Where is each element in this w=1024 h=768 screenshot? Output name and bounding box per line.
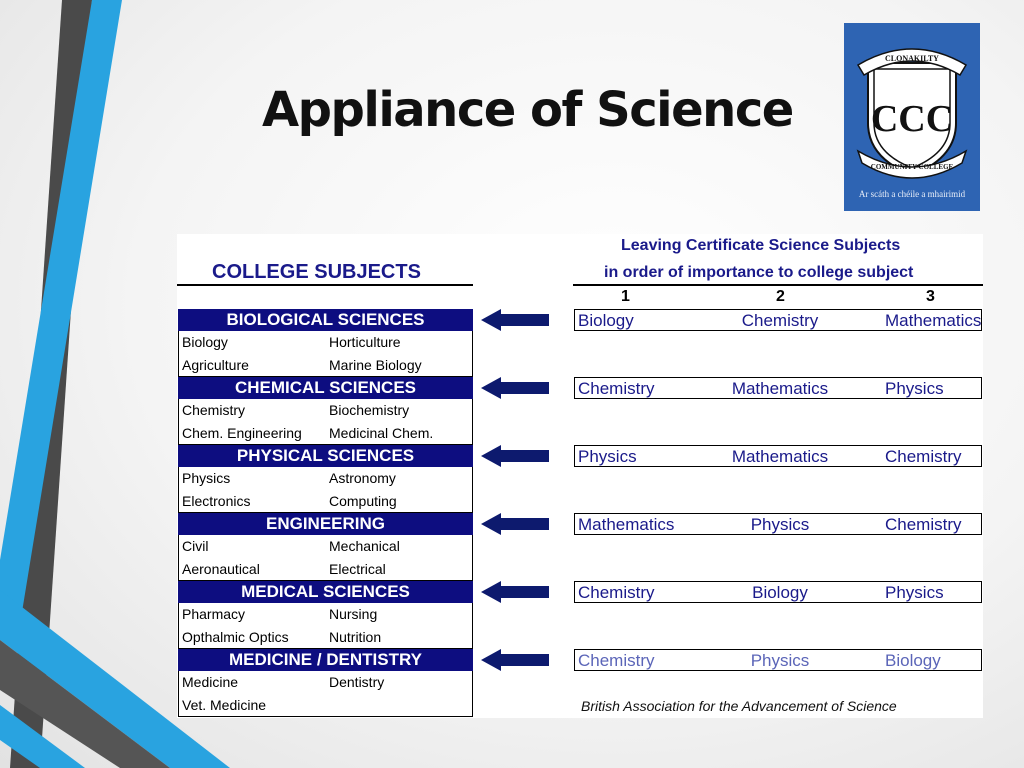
left-arrow-icon bbox=[481, 649, 549, 671]
subject-item: Biochemistry bbox=[329, 402, 410, 418]
subject-item: Opthalmic Optics bbox=[182, 629, 289, 645]
ranking-second: Physics bbox=[750, 515, 810, 534]
subject-item: Aeronautical bbox=[182, 561, 260, 577]
left-arrow-icon bbox=[481, 309, 549, 331]
subject-item: Civil bbox=[182, 538, 209, 554]
left-arrow-icon bbox=[481, 445, 549, 467]
category-header: MEDICINE / DENTISTRY bbox=[178, 649, 473, 671]
subject-item: Physics bbox=[182, 470, 231, 486]
subject-item: Agriculture bbox=[182, 357, 249, 373]
category-header: BIOLOGICAL SCIENCES bbox=[178, 309, 473, 331]
category-header: ENGINEERING bbox=[178, 513, 473, 535]
subject-item: Chem. Engineering bbox=[182, 425, 302, 441]
subject-item: Medicine bbox=[182, 674, 239, 690]
ranking-first: Physics bbox=[578, 447, 637, 466]
ranking-first: Chemistry bbox=[578, 651, 655, 670]
logo-initials: CCC bbox=[870, 98, 954, 140]
ranking-first: Biology bbox=[578, 311, 634, 330]
subject-item: Electrical bbox=[329, 561, 386, 577]
slide-title: Appliance of Science bbox=[262, 82, 793, 138]
logo-motto: Ar scáth a chéile a mhairimid bbox=[858, 189, 966, 199]
left-arrow-icon bbox=[481, 581, 549, 603]
subject-item: Medicinal Chem. bbox=[329, 425, 434, 441]
subject-item: Vet. Medicine bbox=[182, 697, 267, 713]
ranking-first: Chemistry bbox=[578, 583, 655, 602]
ranking-first: Mathematics bbox=[578, 515, 675, 534]
college-header-rule bbox=[177, 284, 473, 286]
subjects-table bbox=[177, 234, 983, 718]
category-header: CHEMICAL SCIENCES bbox=[178, 377, 473, 399]
subject-item: Pharmacy bbox=[182, 606, 246, 622]
subject-item: Astronomy bbox=[329, 470, 396, 486]
category-header: MEDICAL SCIENCES bbox=[178, 581, 473, 603]
college-logo bbox=[844, 23, 980, 211]
ranking-third: Biology bbox=[885, 651, 941, 670]
subject-item: Horticulture bbox=[329, 334, 401, 350]
ranking-row bbox=[574, 581, 982, 603]
subjects-box bbox=[178, 535, 473, 581]
lc-header-rule bbox=[573, 284, 983, 286]
subjects-box bbox=[178, 603, 473, 649]
ranking-third: Chemistry bbox=[885, 515, 962, 534]
ranking-third: Mathematics bbox=[885, 311, 982, 330]
logo-bottom-text: COMMUNITY COLLEGE bbox=[870, 163, 954, 171]
ranking-third: Chemistry bbox=[885, 447, 962, 466]
ranking-row bbox=[574, 377, 982, 399]
ranking-row bbox=[574, 445, 982, 467]
subject-item: Dentistry bbox=[329, 674, 385, 690]
rank-1: 1 bbox=[621, 288, 630, 305]
subjects-box bbox=[178, 671, 473, 717]
ranking-row bbox=[574, 513, 982, 535]
ranking-second: Biology bbox=[752, 583, 808, 602]
subject-item: Nursing bbox=[329, 606, 378, 622]
subject-item: Mechanical bbox=[329, 538, 400, 554]
ranking-third: Physics bbox=[885, 379, 944, 398]
subjects-box bbox=[178, 467, 473, 513]
subject-item: Computing bbox=[329, 493, 397, 509]
subjects-box bbox=[178, 331, 473, 377]
left-arrow-icon bbox=[481, 377, 549, 399]
ranking-first: Chemistry bbox=[578, 379, 655, 398]
subject-item: Chemistry bbox=[182, 402, 246, 418]
ranking-third: Physics bbox=[885, 583, 944, 602]
ranking-second: Mathematics bbox=[731, 379, 829, 398]
rank-2: 2 bbox=[776, 288, 785, 305]
subject-item: Electronics bbox=[182, 493, 251, 509]
left-arrow-icon bbox=[481, 513, 549, 535]
ranking-row bbox=[574, 309, 982, 331]
ranking-second: Chemistry bbox=[741, 311, 819, 330]
ranking-second: Mathematics bbox=[731, 447, 829, 466]
category-header: PHYSICAL SCIENCES bbox=[178, 445, 473, 467]
lc-header-line1: Leaving Certificate Science Subjects bbox=[621, 237, 901, 254]
subjects-box bbox=[178, 399, 473, 445]
ranking-row bbox=[574, 649, 982, 671]
college-subjects-header: COLLEGE SUBJECTS bbox=[212, 261, 421, 283]
logo-top-text: CLONAKILTY bbox=[885, 54, 939, 63]
subject-item: Marine Biology bbox=[329, 357, 422, 373]
subject-item: Nutrition bbox=[329, 629, 382, 645]
lc-header-line2: in order of importance to college subject bbox=[604, 264, 914, 281]
ranking-second: Physics bbox=[750, 651, 810, 670]
source-citation: British Association for the Advancement of Science bbox=[581, 698, 897, 714]
subject-item: Biology bbox=[182, 334, 228, 350]
rank-3: 3 bbox=[926, 288, 935, 305]
